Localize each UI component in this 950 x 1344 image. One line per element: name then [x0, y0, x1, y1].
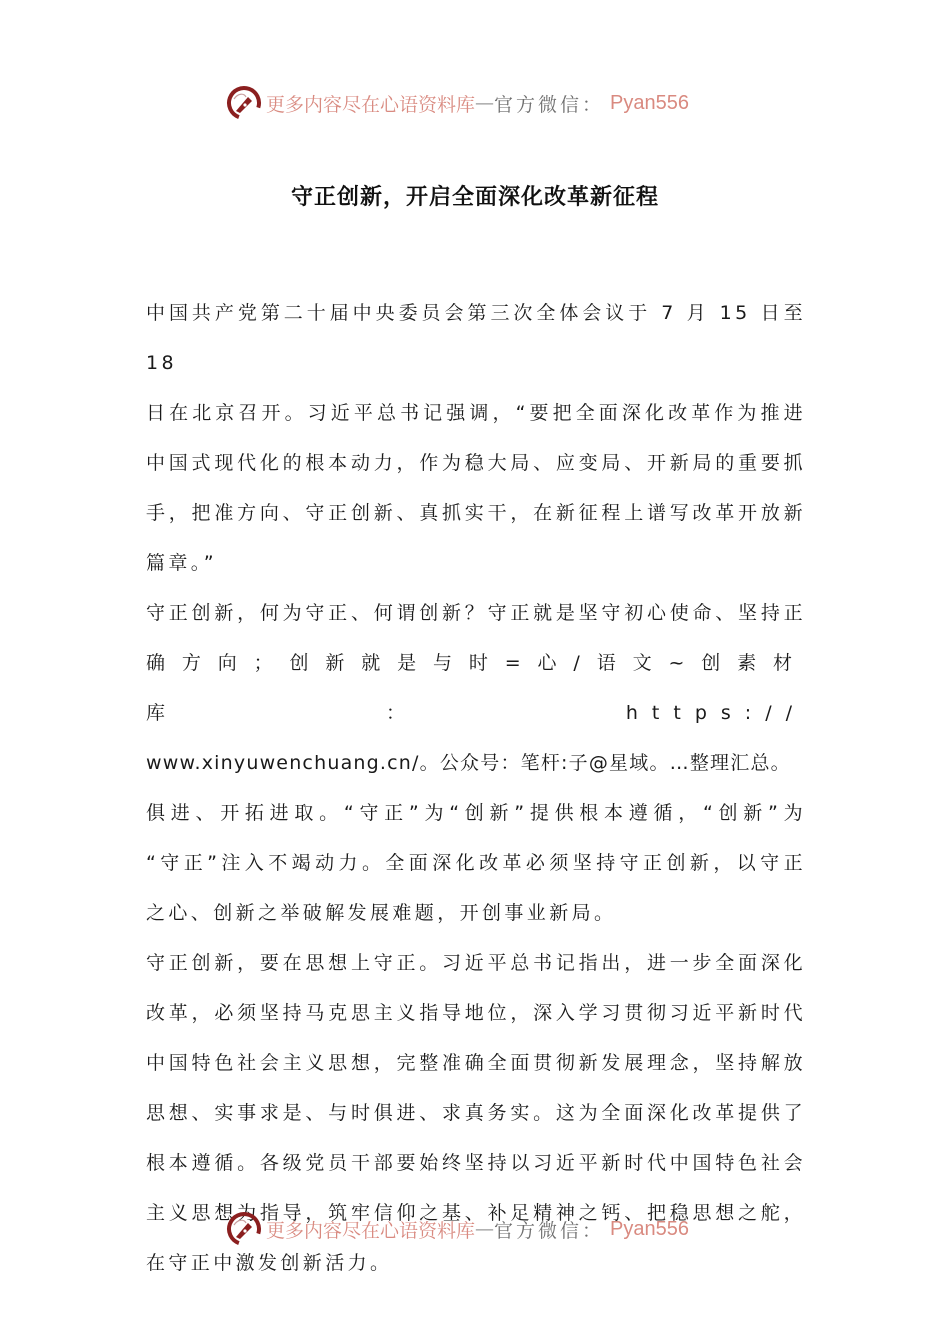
separator-dash: — [475, 1218, 495, 1240]
text-line: 确方向；创新就是与时=心/语文~创素材库：https:// [146, 652, 806, 724]
wechat-id: Pyan556 [610, 91, 689, 114]
wechat-id: Pyan556 [610, 1217, 689, 1240]
text-line: 日在北京召开。习近平总书记强调，“要把全面深化改革作为推进 [146, 402, 806, 424]
header-watermark-banner [226, 83, 726, 123]
text-line: “守正”注入不竭动力。全面深化改革必须坚持守正创新，以守正 [146, 852, 806, 874]
separator-dash: — [475, 92, 495, 114]
text-line: 根本遵循。各级党员干部要始终坚持以习近平新时代中国特色社会 [146, 1152, 806, 1174]
pen-nib-logo-icon [226, 85, 262, 121]
text-line: 之心、创新之举破解发展难题，开创事业新局。 [146, 902, 617, 924]
pen-nib-logo-icon [226, 1211, 262, 1247]
wechat-label: 官方微信： [494, 93, 605, 116]
text-line: 中国式现代化的根本动力，作为稳大局、应变局、开新局的重要抓 [146, 452, 806, 474]
text-line: 守正创新，何为守正、何谓创新？守正就是坚守初心使命、坚持正 [146, 602, 806, 624]
text-line: 手，把准方向、守正创新、真抓实干，在新征程上谱写改革开放新 [146, 502, 806, 524]
wechat-label: 官方微信： [494, 1219, 605, 1242]
text-line: 思想、实事求是、与时俱进、求真务实。这为全面深化改革提供了 [146, 1102, 806, 1124]
footer-watermark-banner [226, 1209, 726, 1249]
text-line: 中国特色社会主义思想，完整准确全面贯彻新发展理念，坚持解放 [146, 1052, 806, 1074]
text-line: 守正创新，要在思想上守正。习近平总书记指出，进一步全面深化 [146, 952, 806, 974]
text-line: 中国共产党第二十届中央委员会第三次全体会议于 7 月 15 日至 18 [146, 302, 806, 374]
text-line: 主义思想为指导，筑牢信仰之基、补足精神之钙、把稳思想之舵， [146, 1202, 806, 1224]
url-text-line: www.xinyuwenchuang.cn/。公众号：笔杆:子@星域。…整理汇总。 [146, 752, 791, 774]
text-line: 在守正中激发创新活力。 [146, 1252, 393, 1274]
document-title: 守正创新，开启全面深化改革新征程 [290, 185, 659, 210]
text-line: 篇章。” [146, 552, 217, 574]
text-line: 俱进、开拓进取。“守正”为“创新”提供根本遵循，“创新”为 [146, 802, 806, 824]
paragraph-1 [146, 288, 806, 588]
promo-text: 更多内容尽在心语资料库 [266, 1219, 476, 1242]
document-body [146, 288, 806, 1288]
paragraph-2 [146, 588, 806, 938]
text-line: 改革，必须坚持马克思主义指导地位，深入学习贯彻习近平新时代 [146, 1002, 806, 1024]
promo-text: 更多内容尽在心语资料库 [266, 93, 476, 116]
